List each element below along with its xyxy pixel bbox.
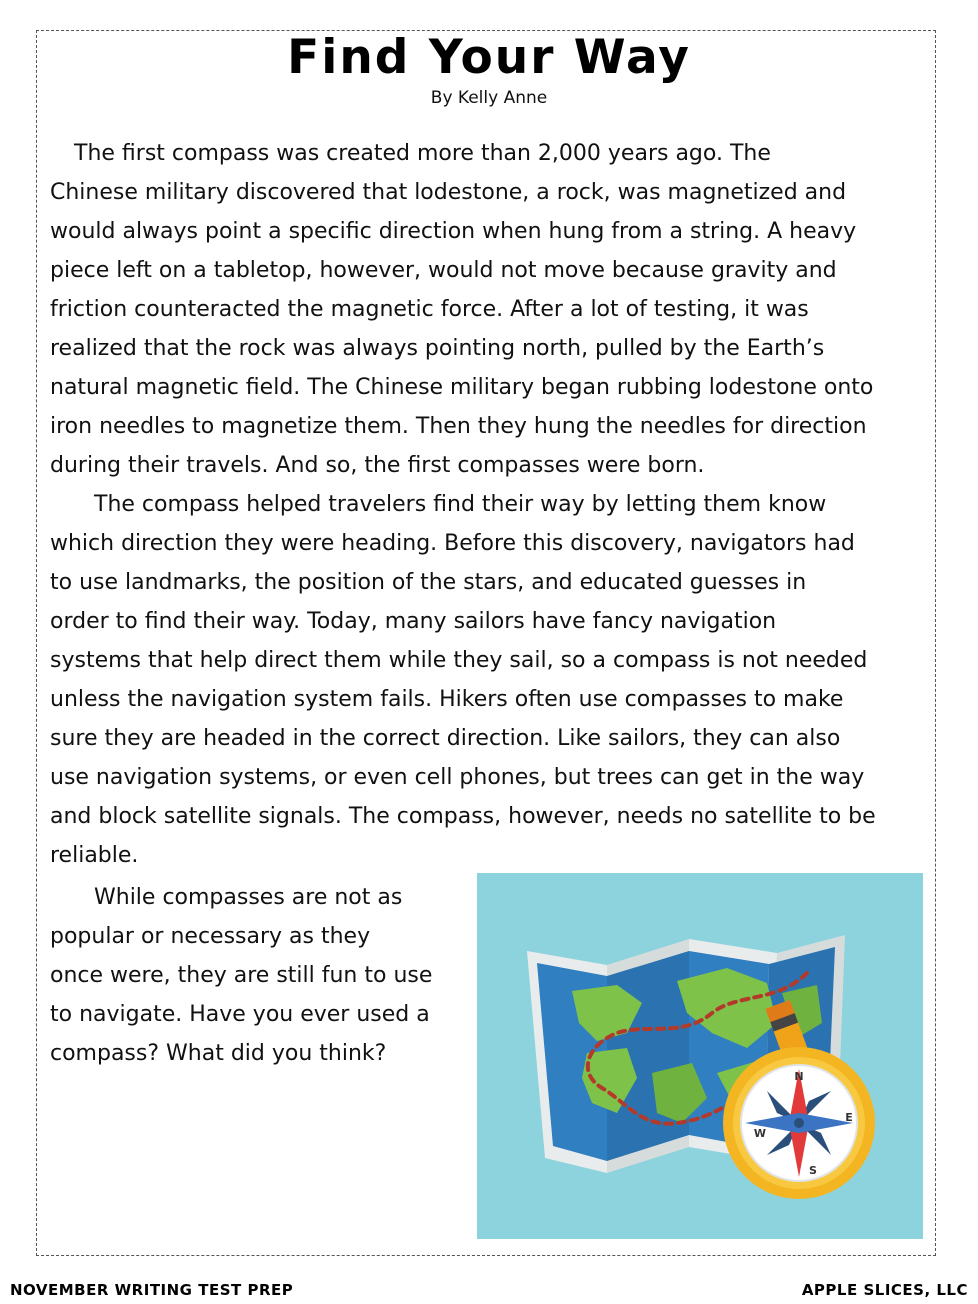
- text-line: popular or necessary as they: [50, 924, 371, 949]
- compass-icon: [723, 1047, 875, 1199]
- text-line: The compass helped travelers find their way by letting them know: [94, 492, 827, 517]
- byline: By Kelly Anne: [430, 88, 548, 108]
- compass-label-s: S: [809, 1164, 817, 1177]
- text-line: iron needles to magnetize them. Then they hung the needles for direction: [50, 414, 867, 439]
- text-line: unless the navigation system fails. Hikers often use compasses to make: [50, 687, 844, 712]
- text-line: While compasses are not as: [94, 885, 403, 910]
- paragraph-1: [50, 134, 873, 485]
- text-line: to use landmarks, the position of the stars, and educated guesses in: [50, 570, 807, 595]
- text-line: The first compass was created more than 2,000 years ago. The: [74, 141, 771, 166]
- text-line: systems that help direct them while they sail, so a compass is not needed: [50, 648, 868, 673]
- text-line: reliable.: [50, 843, 139, 868]
- text-line: friction counteracted the magnetic force. After a lot of testing, it was: [50, 297, 809, 322]
- text-line: order to find their way. Today, many sailors have fancy navigation: [50, 609, 777, 634]
- paragraph-2: [50, 485, 876, 875]
- text-line: would always point a specific direction when hung from a string. A heavy: [50, 219, 857, 244]
- compass-label-e: E: [845, 1111, 853, 1124]
- text-line: Chinese military discovered that lodestone, a rock, was magnetized and: [50, 180, 847, 205]
- text-line: realized that the rock was always pointing north, pulled by the Earth’s: [50, 336, 825, 361]
- compass-label-n: N: [794, 1070, 804, 1083]
- paragraph-3: [50, 878, 432, 1073]
- text-line: which direction they were heading. Before this discovery, navigators had: [50, 531, 855, 556]
- text-line: piece left on a tabletop, however, would not move because gravity and: [50, 258, 837, 283]
- text-line: natural magnetic field. The Chinese military began rubbing lodestone onto: [50, 375, 874, 400]
- text-line: use navigation systems, or even cell phones, but trees can get in the way: [50, 765, 865, 790]
- text-line: and block satellite signals. The compass, however, needs no satellite to be: [50, 804, 876, 829]
- map-and-compass-illustration: [477, 873, 923, 1239]
- page-title: Find Your Way: [287, 30, 691, 85]
- text-line: compass? What did you think?: [50, 1041, 387, 1066]
- footer-right-label: APPLE SLICES, LLC: [801, 1281, 968, 1299]
- text-line: sure they are headed in the correct direction. Like sailors, they can also: [50, 726, 841, 751]
- footer-left-label: NOVEMBER WRITING TEST PREP: [10, 1281, 294, 1299]
- text-line: to navigate. Have you ever used a: [50, 1002, 430, 1027]
- text-line: once were, they are still fun to use: [50, 963, 433, 988]
- compass-label-w: W: [753, 1127, 767, 1140]
- text-line: during their travels. And so, the first compasses were born.: [50, 453, 705, 478]
